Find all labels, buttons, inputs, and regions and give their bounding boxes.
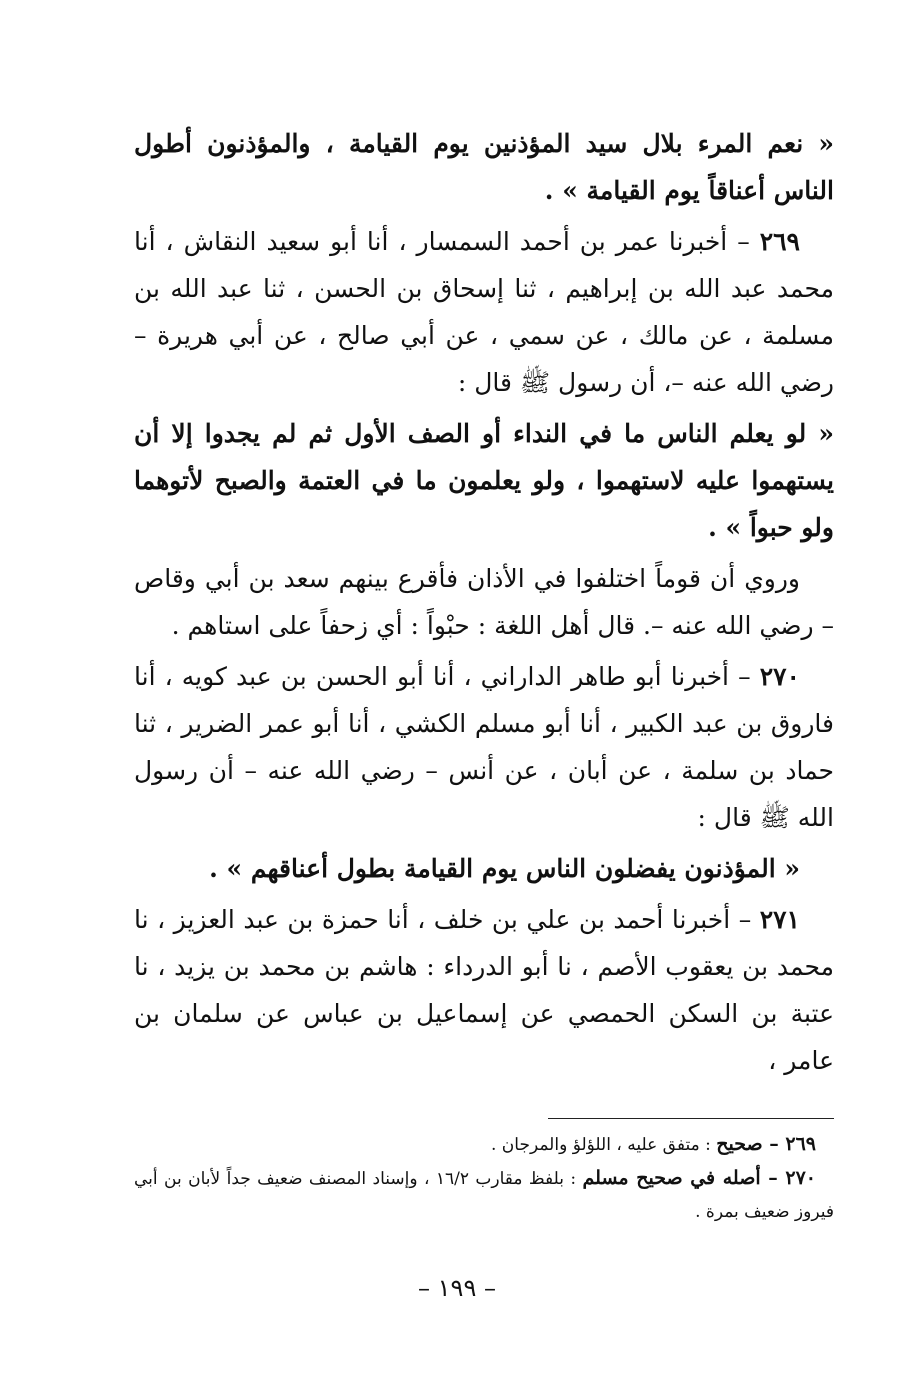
main-text bbox=[134, 120, 834, 1088]
paragraph-hadith-270 bbox=[134, 653, 834, 841]
paragraph-text: – أخبرنا عمر بن أحمد السمسار ، أنا أبو سعيد النقاش ، أنا محمد عبد الله بن إبراهيم ، ثنا إسحاق بن الحسن ، ثنا عبد الله بن مسلمة ، عن مالك ، عن سمي ، عن أبي صالح ، عن أبي هريرة – رضي الله عنه –، أن رسول ﷺ قال : bbox=[134, 227, 834, 397]
footnotes bbox=[134, 1128, 834, 1229]
footnote-text: : بلفظ مقارب ١٦/٢ ، وإسناد المصنف ضعيف جداً لأبان بن أبي فيروز ضعيف بمرة . bbox=[134, 1169, 834, 1222]
paragraph-text: « المؤذنون يفضلون الناس يوم القيامة بطول أعناقهم » . bbox=[209, 854, 800, 883]
footnote-label: ٢٧٠ – أصله في صحيح مسلم bbox=[582, 1167, 816, 1189]
footnote-269 bbox=[134, 1128, 834, 1162]
hadith-number: ٢٧٠ bbox=[759, 662, 800, 691]
footnote-divider bbox=[548, 1118, 834, 1119]
paragraph-riwaya bbox=[134, 555, 834, 649]
hadith-number: ٢٦٩ bbox=[759, 227, 800, 256]
paragraph-text: – أخبرنا أحمد بن علي بن خلف ، أنا حمزة بن عبد العزيز ، نا محمد بن يعقوب الأصم ، نا أبو الدرداء : هاشم بن محمد بن يزيد ، نا عتبة بن السكن الحمصي عن إسماعيل بن عباس عن سلمان بن عامر ، bbox=[134, 905, 834, 1075]
footnote-label: ٢٦٩ – صحيح bbox=[716, 1133, 816, 1155]
paragraph-text: « لو يعلم الناس ما في النداء أو الصف الأول ثم لم يجدوا إلا أن يستهموا عليه لاستهموا ، ولو يعلمون ما في العتمة والصبح لأتوهما ولو حبواً » . bbox=[134, 419, 834, 542]
footnote-270 bbox=[134, 1162, 834, 1229]
hadith-number: ٢٧١ bbox=[759, 905, 800, 934]
page-number: – ١٩٩ – bbox=[418, 1274, 496, 1302]
paragraph-hadith-bilal bbox=[134, 120, 834, 214]
paragraph-text: « نعم المرء بلال سيد المؤذنين يوم القيامة ، والمؤذنون أطول الناس أعناقاً يوم القيامة » . bbox=[134, 129, 834, 205]
paragraph-text: وروي أن قوماً اختلفوا في الأذان فأقرع بينهم سعد بن أبي وقاص – رضي الله عنه –. قال أهل اللغة : حبْواً : أي زحفاً على استاهم . bbox=[134, 564, 834, 640]
paragraph-hadith-271 bbox=[134, 896, 834, 1084]
footnote-text: : متفق عليه ، اللؤلؤ والمرجان . bbox=[490, 1135, 717, 1155]
paragraph-hadith-nida bbox=[134, 410, 834, 551]
paragraph-hadith-269 bbox=[134, 218, 834, 406]
paragraph-text: – أخبرنا أبو طاهر الداراني ، أنا أبو الحسن بن عبد كويه ، أنا فاروق بن عبد الكبير ، أنا أبو مسلم الكشي ، أنا أبو عمر الضرير ، ثنا حماد بن سلمة ، عن أبان ، عن أنس – رضي الله عنه – أن رسول الله ﷺ قال : bbox=[134, 662, 834, 832]
paragraph-hadith-muadhinun bbox=[134, 845, 834, 892]
